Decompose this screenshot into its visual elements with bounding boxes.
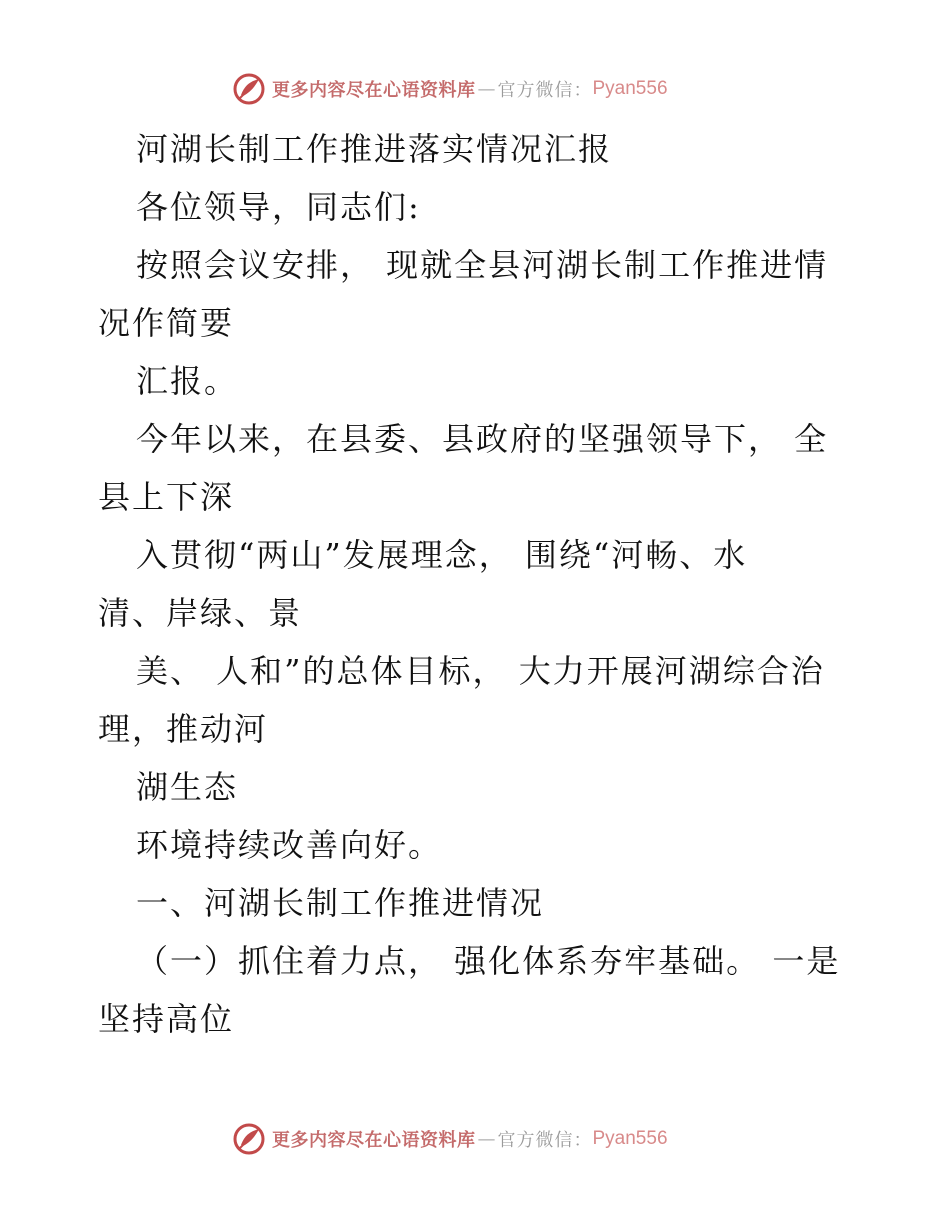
document-body — [98, 120, 858, 1048]
header-promo-text: 更多内容尽在心语资料库 — [272, 80, 476, 101]
paragraph-line: 况作简要 — [98, 304, 235, 342]
document-title: 河湖长制工作推进落实情况汇报 — [136, 130, 613, 168]
header-wechat-label: 官方微信： — [497, 80, 593, 101]
logo-icon — [232, 72, 266, 106]
footer-wechat-id: Pyan556 — [592, 1128, 668, 1149]
footer-promo-text: 更多内容尽在心语资料库 — [272, 1130, 476, 1151]
paragraph-line: 汇报。 — [136, 362, 239, 400]
paragraph-line: 按照会议安排， 现就全县河湖长制工作推进情 — [136, 246, 829, 284]
logo-icon — [232, 1122, 266, 1156]
header-wechat-id: Pyan556 — [592, 78, 668, 99]
footer-wechat-label: 官方微信： — [497, 1130, 593, 1151]
paragraph-line: 美、 人和”的总体目标， 大力开展河湖综合治 — [136, 652, 825, 690]
footer-watermark — [232, 1122, 752, 1156]
header-watermark — [232, 72, 752, 106]
paragraph-line: 入贯彻“两山”发展理念， 围绕“河畅、水 — [136, 536, 748, 574]
salutation: 各位领导，同志们: — [136, 188, 421, 226]
subsection-line: （一）抓住着力点， 强化体系夯牢基础。 一是 — [136, 942, 841, 980]
footer-dash: — — [477, 1128, 496, 1150]
header-dash: — — [477, 78, 496, 100]
paragraph-line: 坚持高位 — [98, 1000, 235, 1038]
section-heading: 一、河湖长制工作推进情况 — [136, 884, 545, 922]
paragraph-line: 湖生态 — [136, 768, 239, 806]
paragraph-line: 今年以来，在县委、县政府的坚强领导下， 全 — [136, 420, 829, 458]
paragraph-line: 理，推动河 — [98, 710, 269, 748]
paragraph-line: 县上下深 — [98, 478, 235, 516]
paragraph-line: 环境持续改善向好。 — [136, 826, 443, 864]
paragraph-line: 清、岸绿、景 — [98, 594, 303, 632]
